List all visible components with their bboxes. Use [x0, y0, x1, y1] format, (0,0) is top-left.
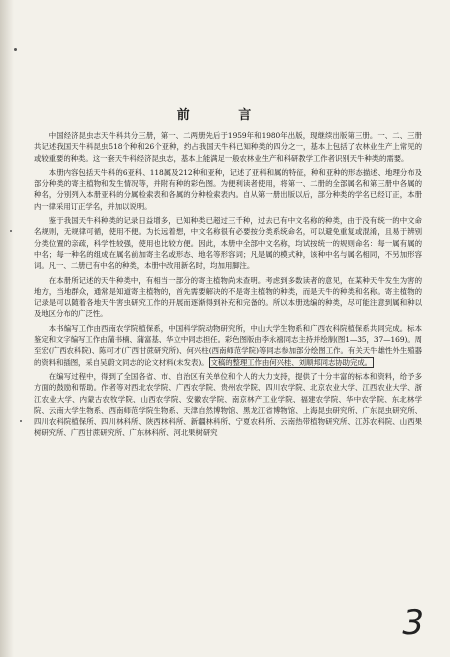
paragraph: 本册内容包括天牛科的6亚科、118属及212种和亚种，记述了亚科和属的特征，种和亚种的形态描述、地理分布及部分种类的寄主植物和发生情况等，并附有种的彩色图。为便利读者使用，将第一、二册的全部属名和第三册中各属的种名，分别列入本册亚科的分属检索表和各属的分种检索表内。自从第一册出版以后，部分种类的学名已经订正，本册内一律采用订正学名，并加以说明。	[34, 167, 422, 211]
scan-binding-shadow	[0, 0, 14, 657]
paragraph: 中国经济昆虫志天牛科共分三册，第一、二两册先后于1959年和1980年出版，现继续出版第三册。一、二、三册共记述我国天牛科昆虫518个种和26个亚种，约占我国天牛科已知种类的四分之一，基本上包括了农林业生产上常见的或较重要的种类。这一套天牛科经济昆虫志，基本上能满足一般农林业生产和科研教学工作者识别天牛种类的需要。	[34, 131, 422, 163]
paragraph: 在本册所记述的天牛种类中，有相当一部分的寄主植物尚未查明。考虑到多数读者的意见，在某种天牛发生为害的地方，当地群众，通常是知道寄主植物的，首先需要解决的不是寄主植物的种类，而是天牛的种类和名称。寄主植物的记录是可以随着各地天牛害虫研究工作的开展而逐渐得到补充和完备的。所以本册选编的种类，尽可能注意到属和种以及地区分布的广泛性。	[34, 275, 422, 319]
scan-speck	[20, 420, 22, 422]
handwritten-page-number: 3	[402, 603, 424, 643]
paragraph	[34, 323, 422, 368]
paragraph-text: 本书编写工作由西南农学院植保系，中国科学院动物研究所，中山大学生物系和广西农科院植保系共同完成。标本鉴定和文字编写工作由蒲书楠、蒲富基、华立中同志担任。彩色图版由李永禧同志主持并绘制(图1—35，37—169)。周至宏(广西农科院)、陈可才(广西甘蔗研究所)、何兴柱(西南师范学院)等同志参加部分绘图工作。有关天牛雄性外生殖器的资料和插图，采自吴蔚文同志的论文材料(未发表)。	[34, 323, 422, 367]
scan-speck	[10, 230, 12, 232]
page-title: 前 言	[176, 108, 274, 123]
scan-speck	[14, 48, 17, 51]
boxed-sentence: 文稿的整理工作由何兴桂、刘顺邦同志协助完成。	[210, 357, 373, 367]
paragraph: 鉴于我国天牛科种类的记录日益增多，已知种类已超过三千种，过去已有中文名称的种类，由于没有统一的中文命名规则，无规律可循，使用不便。为长远着想，中文名称很有必要按分类系统命名，可以避免重复或混淆，且易于辨别分类位置的亲疏，科学性较强，使用也比较方便。因此，本册中全部中文名称，均试按统一的规则命名：每一属有属的中名；每一种名的组成在属名前加寄主名或形态、地名等形容词；凡是属的模式种，该种中名与属名相同，不另加形容词。凡一、二册已有中名的种类，本册中改用新名时，均加用脚注。	[34, 216, 422, 271]
paragraph: 在编写过程中，得到了全国各省、市、自治区有关单位和个人的大力支持，提供了十分丰富的标本和资料，给予多方面的鼓励和帮助。作者等对西北农学院、广西农学院、贵州农学院、四川农学院、北京农业大学、江西农业大学、浙江农业大学、内蒙古农牧学院、山西农学院、安徽农学院、南京林产工业学院、福建农学院、华中农学院、东北林学院、云南大学生物系、西南师范学院生物系、天津自然博物馆、黑龙江省博物馆、上海昆虫研究所、广东昆虫研究所、四川农科院植保所、四川林科所、陕西林科所、新疆林科所、宁夏农科所、云南热带植物研究所、江苏农科院、山西果树研究所、广西甘蔗研究所、广东林科所、河北果树研究	[34, 371, 422, 438]
preface-body	[34, 130, 422, 442]
